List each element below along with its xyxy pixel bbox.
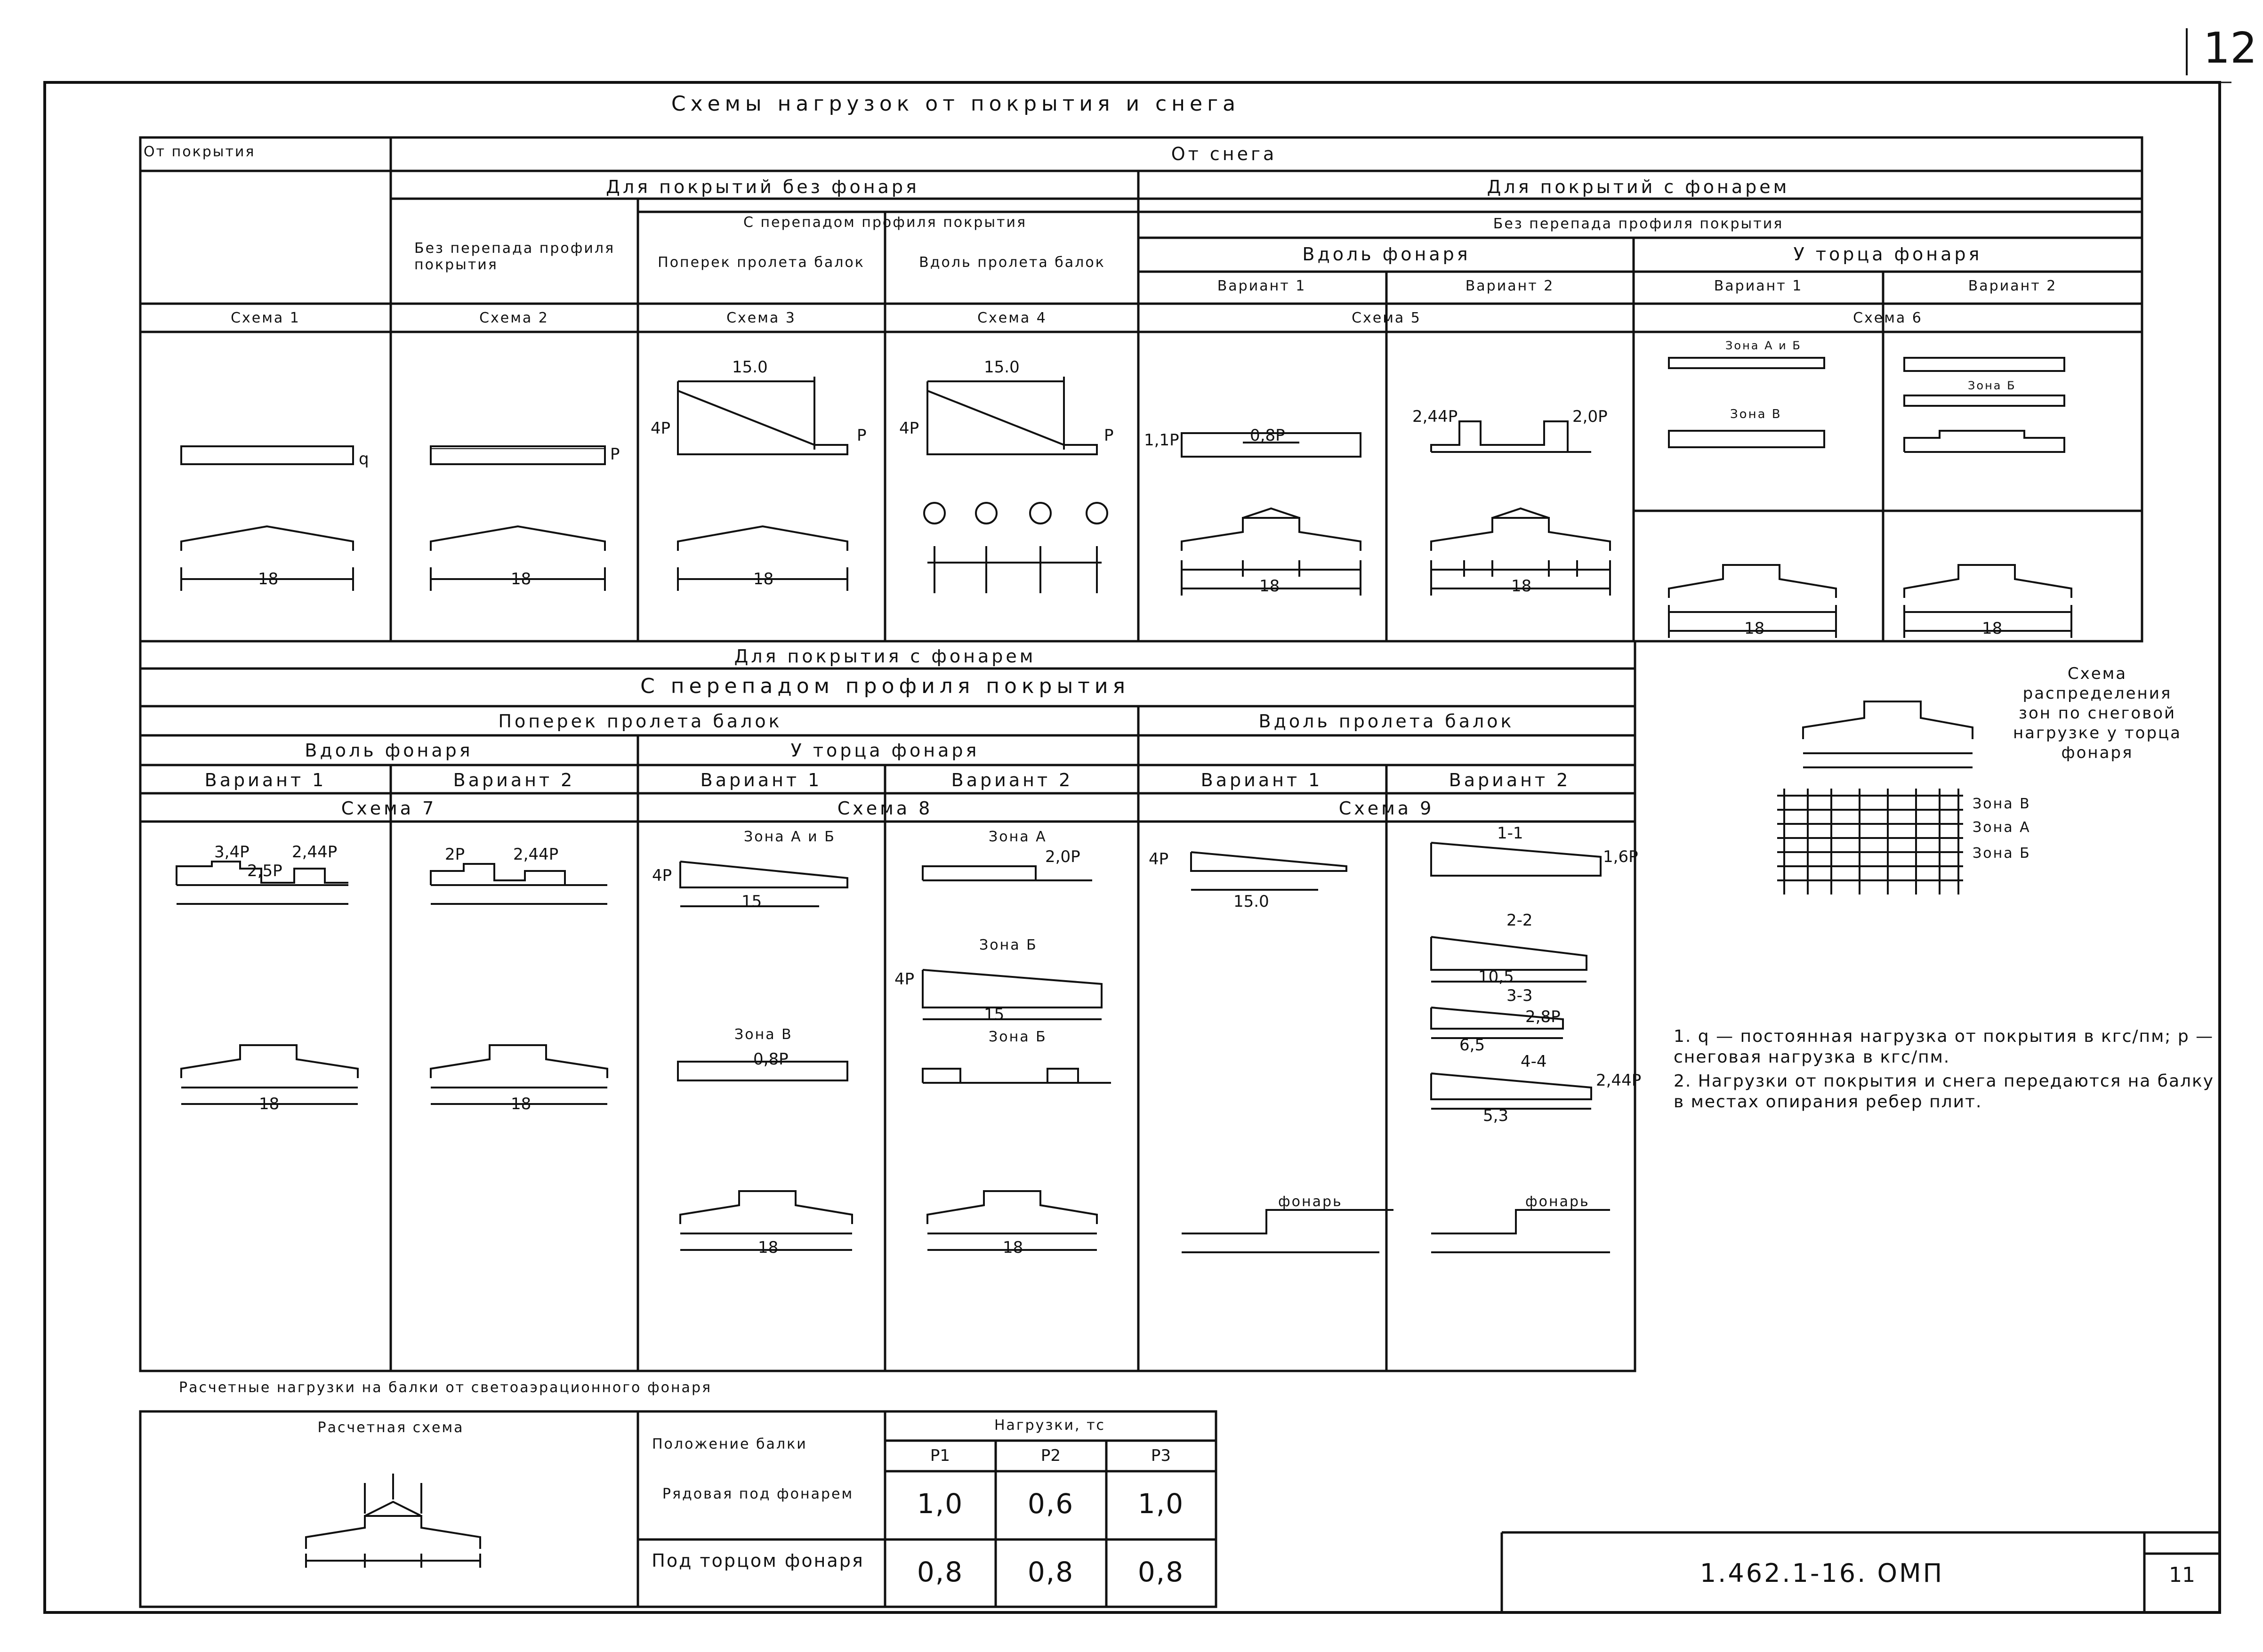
scheme-1-label: Схема 1 [231, 310, 300, 326]
label-s5-11p: 1,1P [1144, 431, 1179, 450]
row-2-p3: 0,8 [1137, 1556, 1184, 1588]
row-2-p1: 0,8 [917, 1556, 964, 1588]
zone-diagram-title: Схема распределения зон по снеговой нагрузке у торца фонаря [2013, 664, 2182, 762]
label-s2-span: 18 [511, 570, 532, 588]
label-s4-p: P [1104, 426, 1114, 445]
header-at-end: У торца фонаря [1793, 244, 1982, 265]
header-mid-var1b: Вариант 1 [700, 770, 822, 790]
zone-v-label: Зона В [1973, 796, 2031, 812]
label-q: q [359, 450, 369, 468]
header-top-var2b: Вариант 2 [1968, 278, 2057, 294]
header-top-var2a: Вариант 2 [1465, 278, 1554, 294]
note-1: 1. q — постоянная нагрузка от покрытия в кгс/пм; p — снеговая нагрузка в кгс/пм. [1674, 1027, 2214, 1067]
label-s9b-28p: 2,8P [1525, 1007, 1561, 1026]
header-for-lantern: Для покрытия с фонарем [734, 646, 1036, 667]
label-s9b-s22: 2-2 [1506, 911, 1533, 930]
label-s4-dim: 15.0 [984, 358, 1020, 377]
page-number: 12 [2203, 24, 2257, 73]
label-s2-p: P [610, 445, 620, 464]
label-s8-08p: 0,8P [753, 1050, 789, 1069]
header-across: Поперек пролета балок [658, 254, 865, 271]
col-p2: P2 [1040, 1446, 1061, 1465]
row-2-p2: 0,8 [1027, 1556, 1074, 1588]
label-s9b-s44: 4-4 [1521, 1052, 1547, 1071]
label-s5-20p: 2,0P [1572, 407, 1608, 426]
label-s8b-zone-b2: Зона Б [989, 1029, 1047, 1045]
label-s4-4p: 4P [899, 419, 919, 438]
scheme-7-label: Схема 7 [341, 798, 437, 819]
header-top-var1a: Вариант 1 [1217, 278, 1306, 294]
header-top-var1b: Вариант 1 [1714, 278, 1803, 294]
label-s3-4p: 4P [651, 419, 671, 438]
label-s9-4p: 4P [1149, 850, 1169, 869]
scheme-4-label: Схема 4 [977, 310, 1047, 326]
label-s3-p: P [857, 426, 867, 445]
header-mid-along: Вдоль пролета балок [1258, 711, 1514, 732]
header-mid-var2a: Вариант 2 [453, 770, 575, 790]
row-1-label: Рядовая под фонарем [662, 1486, 854, 1502]
label-s6b-span: 18 [1982, 619, 2003, 638]
label-s9b-s11: 1-1 [1497, 824, 1523, 843]
label-s5-244p: 2,44P [1412, 407, 1458, 426]
zone-a-label: Зона А [1973, 819, 2031, 836]
label-s8-span: 15 [741, 892, 762, 911]
label-s9b-d65: 6,5 [1459, 1036, 1485, 1055]
label-s6-span: 18 [1744, 619, 1765, 638]
label-s1-span: 18 [258, 570, 279, 588]
label-s9b-244p: 2,44P [1596, 1071, 1642, 1090]
scheme-2-label: Схема 2 [479, 310, 549, 326]
label-s8b-4p: 4P [894, 970, 915, 989]
label-s9b-s33: 3-3 [1506, 986, 1533, 1005]
label-s8b-20p: 2,0P [1045, 847, 1080, 866]
header-mid-var1a: Вариант 1 [204, 770, 327, 790]
lantern-loads-title: Расчетные нагрузки на балки от светоаэрационного фонаря [179, 1379, 712, 1396]
header-mid-with-drop: С перепадом профиля покрытия [640, 674, 1130, 698]
header-along: Вдоль пролета балок [919, 254, 1105, 271]
label-s7-25p: 2,5P [247, 862, 282, 880]
note-2: 2. Нагрузки от покрытия и снега передаются на балку в местах опирания ребер плит. [1674, 1072, 2215, 1112]
label-s8-4p: 4P [652, 866, 672, 885]
scheme-9-label: Схема 9 [1338, 798, 1434, 819]
col-p1: P1 [930, 1446, 950, 1465]
stamp-code: 1.462.1-16. ОМП [1699, 1558, 1944, 1588]
header-with-drop: С перепадом профиля покрытия [743, 214, 1027, 231]
header-mid-at-end: У торца фонаря [790, 740, 980, 761]
beam-position-label: Положение балки [652, 1436, 807, 1452]
label-s7-34p: 3,4P [214, 843, 250, 862]
zone-b-label: Зона Б [1973, 845, 2031, 862]
label-s8b-zone-b: Зона Б [979, 937, 1038, 953]
header-mid-along-lantern: Вдоль фонаря [305, 740, 473, 761]
label-s8b-zone-a: Зона А [989, 829, 1047, 845]
label-s8b-span2: 18 [1003, 1238, 1023, 1257]
scheme-6-label: Схема 6 [1853, 310, 1923, 326]
label-s5b-span: 18 [1511, 577, 1532, 596]
scheme-5-label: Схема 5 [1352, 310, 1421, 326]
label-s6-zone-v: Зона В [1730, 407, 1782, 421]
label-s8-zone-v: Зона В [734, 1026, 793, 1043]
label-s5-08p: 0,8P [1250, 426, 1285, 445]
header-mid-var2b: Вариант 2 [951, 770, 1073, 790]
stamp-sheet: 11 [2169, 1563, 2195, 1587]
label-s8-span2: 18 [758, 1238, 779, 1257]
loads-header: Нагрузки, тс [994, 1417, 1106, 1434]
label-s8b-span: 15 [984, 1005, 1005, 1024]
header-no-drop: Без перепада профиля покрытия [414, 240, 615, 273]
label-s7b-span: 18 [511, 1095, 532, 1113]
header-from-snow: От снега [1171, 144, 1277, 164]
label-s8-zone-ab: Зона А и Б [744, 829, 836, 845]
header-mid-across: Поперек пролета балок [498, 711, 782, 732]
label-s5-span: 18 [1259, 577, 1280, 596]
row-1-p2: 0,6 [1027, 1488, 1074, 1520]
calc-scheme-label: Расчетная схема [317, 1419, 464, 1436]
header-mid-var2c: Вариант 2 [1449, 770, 1571, 790]
label-s7-244p: 2,44P [292, 843, 338, 862]
header-along-lantern: Вдоль фонаря [1302, 244, 1471, 265]
row-2-label: Под торцом фонаря [652, 1550, 864, 1571]
label-s7b-2p: 2P [445, 845, 465, 864]
header-from-roof: От покрытия [144, 144, 256, 160]
scheme-3-label: Схема 3 [726, 310, 796, 326]
header-mid-var1c: Вариант 1 [1200, 770, 1323, 790]
header-with-lantern: Для покрытий с фонарем [1487, 177, 1790, 197]
label-s9b-d105: 10,5 [1478, 967, 1514, 986]
sheet-title: Схемы нагрузок от покрытия и снега [671, 92, 1240, 116]
label-s6-zone-ab: Зона А и Б [1725, 339, 1802, 352]
label-s9-lantern: фонарь [1278, 1193, 1343, 1210]
label-s7-span: 18 [259, 1095, 280, 1113]
row-1-p1: 1,0 [917, 1488, 964, 1520]
row-1-p3: 1,0 [1137, 1488, 1184, 1520]
label-s3-dim: 15.0 [732, 358, 768, 377]
scheme-8-label: Схема 8 [837, 798, 933, 819]
label-s6b-zone: Зона Б [1968, 379, 2016, 392]
label-s9b-lantern: фонарь [1525, 1193, 1590, 1210]
label-s9b-16p: 1,6P [1603, 847, 1638, 866]
label-s7b-244p: 2,44P [513, 845, 559, 864]
header-no-drop-lantern: Без перепада профиля покрытия [1493, 216, 1784, 232]
col-p3: P3 [1151, 1446, 1171, 1465]
label-s9b-d53: 5,3 [1483, 1106, 1509, 1125]
label-s9-span: 15.0 [1233, 892, 1269, 911]
header-no-lantern: Для покрытий без фонаря [606, 177, 919, 197]
label-s3-span: 18 [753, 570, 774, 588]
